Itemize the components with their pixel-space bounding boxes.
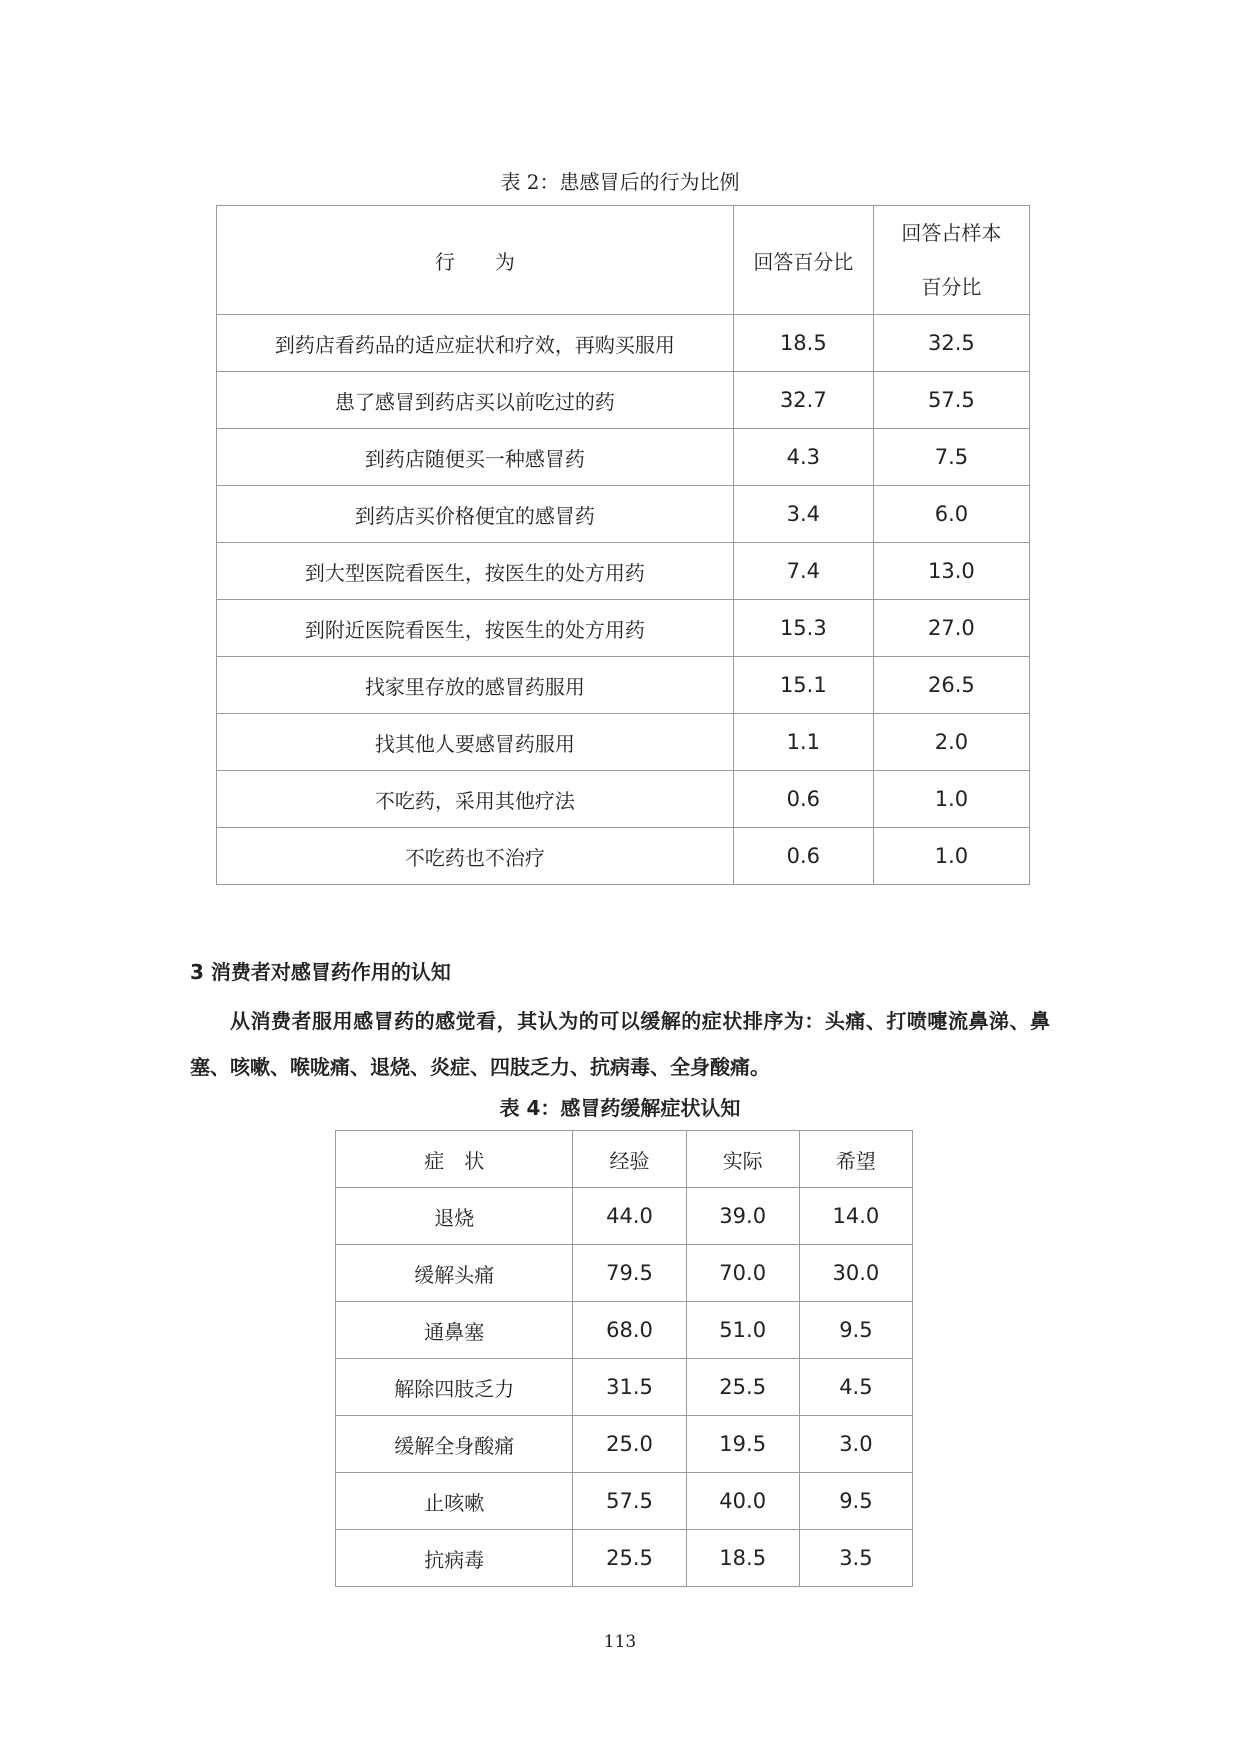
column-header-actual: 实际	[686, 1131, 799, 1188]
table-row	[217, 429, 1030, 486]
table-cell-value: 44.0	[573, 1188, 686, 1245]
table-cell-value: 6.0	[873, 486, 1029, 543]
table-cell-value: 30.0	[799, 1245, 912, 1302]
table-cell-label: 退烧	[336, 1188, 573, 1245]
table-cell-value: 40.0	[686, 1473, 799, 1530]
table-cell-value: 32.5	[873, 315, 1029, 372]
table-cell-label: 缓解全身酸痛	[336, 1416, 573, 1473]
section-paragraph: 从消费者服用感冒药的感觉看，其认为的可以缓解的症状排序为：头痛、打喷嚏流鼻涕、鼻塞、咳嗽、喉咙痛、退烧、炎症、四肢乏力、抗病毒、全身酸痛。	[190, 1009, 1050, 1079]
table-cell-value: 18.5	[733, 315, 873, 372]
section-heading: 3 消费者对感冒药作用的认知	[190, 960, 451, 984]
table-row	[217, 315, 1030, 372]
table-cell-value: 25.5	[573, 1530, 686, 1587]
header-line-1: 回答占样本	[901, 221, 1002, 245]
table-cell-value: 13.0	[873, 543, 1029, 600]
table-cell-label: 找其他人要感冒药服用	[217, 714, 734, 771]
table-header-row	[336, 1131, 913, 1188]
table-row	[336, 1530, 913, 1587]
table-cell-value: 32.7	[733, 372, 873, 429]
table-cell-value: 31.5	[573, 1359, 686, 1416]
table-cell-value: 14.0	[799, 1188, 912, 1245]
column-header-response-percent: 回答百分比	[733, 206, 873, 315]
table-row	[336, 1302, 913, 1359]
table-cell-value: 15.3	[733, 600, 873, 657]
table-row	[336, 1188, 913, 1245]
table-cell-value: 4.5	[799, 1359, 912, 1416]
table-cell-value: 25.5	[686, 1359, 799, 1416]
table-cell-label: 到药店买价格便宜的感冒药	[217, 486, 734, 543]
header-line-2: 百分比	[921, 275, 982, 299]
table-cell-value: 1.0	[873, 828, 1029, 885]
table-row	[336, 1416, 913, 1473]
table-cell-value: 0.6	[733, 771, 873, 828]
table4-caption: 表 4：感冒药缓解症状认知	[499, 1096, 741, 1120]
table-cell-label: 不吃药，采用其他疗法	[217, 771, 734, 828]
table-cell-value: 19.5	[686, 1416, 799, 1473]
table2-caption: 表 2：患感冒后的行为比例	[500, 170, 740, 194]
table-cell-value: 18.5	[686, 1530, 799, 1587]
table-cell-label: 缓解头痛	[336, 1245, 573, 1302]
table-cell-value: 3.5	[799, 1530, 912, 1587]
table-cell-value: 57.5	[873, 372, 1029, 429]
table-row	[336, 1473, 913, 1530]
table-cell-value: 70.0	[686, 1245, 799, 1302]
table-cell-label: 解除四肢乏力	[336, 1359, 573, 1416]
table-cell-value: 27.0	[873, 600, 1029, 657]
table-row	[217, 600, 1030, 657]
table-cell-value: 39.0	[686, 1188, 799, 1245]
table-cell-value: 0.6	[733, 828, 873, 885]
behavior-ratio-table	[216, 205, 1030, 885]
column-header-hope: 希望	[799, 1131, 912, 1188]
table-cell-label: 抗病毒	[336, 1530, 573, 1587]
table-cell-value: 15.1	[733, 657, 873, 714]
table-row	[217, 543, 1030, 600]
table-cell-value: 9.5	[799, 1473, 912, 1530]
table-header-row	[217, 206, 1030, 315]
table-row	[336, 1245, 913, 1302]
table-cell-label: 找家里存放的感冒药服用	[217, 657, 734, 714]
table-cell-value: 79.5	[573, 1245, 686, 1302]
table-row	[217, 771, 1030, 828]
table-cell-value: 7.4	[733, 543, 873, 600]
column-header-symptom: 症 状	[336, 1131, 573, 1188]
table-cell-value: 3.0	[799, 1416, 912, 1473]
table-cell-label: 不吃药也不治疗	[217, 828, 734, 885]
table-cell-value: 51.0	[686, 1302, 799, 1359]
table-cell-value: 7.5	[873, 429, 1029, 486]
symptom-relief-table	[335, 1130, 913, 1587]
table-cell-value: 57.5	[573, 1473, 686, 1530]
table-row	[217, 657, 1030, 714]
table-cell-value: 3.4	[733, 486, 873, 543]
table-cell-label: 通鼻塞	[336, 1302, 573, 1359]
table-row	[217, 372, 1030, 429]
table-cell-value: 68.0	[573, 1302, 686, 1359]
table-cell-label: 到药店看药品的适应症状和疗效，再购买服用	[217, 315, 734, 372]
table-cell-value: 25.0	[573, 1416, 686, 1473]
table-row	[217, 486, 1030, 543]
table-cell-value: 26.5	[873, 657, 1029, 714]
table-cell-label: 到大型医院看医生，按医生的处方用药	[217, 543, 734, 600]
table-cell-value: 9.5	[799, 1302, 912, 1359]
column-header-sample-percent	[873, 206, 1029, 315]
table-cell-value: 1.0	[873, 771, 1029, 828]
column-header-behavior: 行 为	[217, 206, 734, 315]
table-cell-value: 4.3	[733, 429, 873, 486]
column-header-experience: 经验	[573, 1131, 686, 1188]
table-cell-label: 到附近医院看医生，按医生的处方用药	[217, 600, 734, 657]
table-cell-value: 2.0	[873, 714, 1029, 771]
table-cell-label: 止咳嗽	[336, 1473, 573, 1530]
page-number: 113	[603, 1632, 637, 1652]
table-cell-value: 1.1	[733, 714, 873, 771]
table-row	[336, 1359, 913, 1416]
table-cell-label: 患了感冒到药店买以前吃过的药	[217, 372, 734, 429]
table-cell-label: 到药店随便买一种感冒药	[217, 429, 734, 486]
table-row	[217, 714, 1030, 771]
table-row	[217, 828, 1030, 885]
